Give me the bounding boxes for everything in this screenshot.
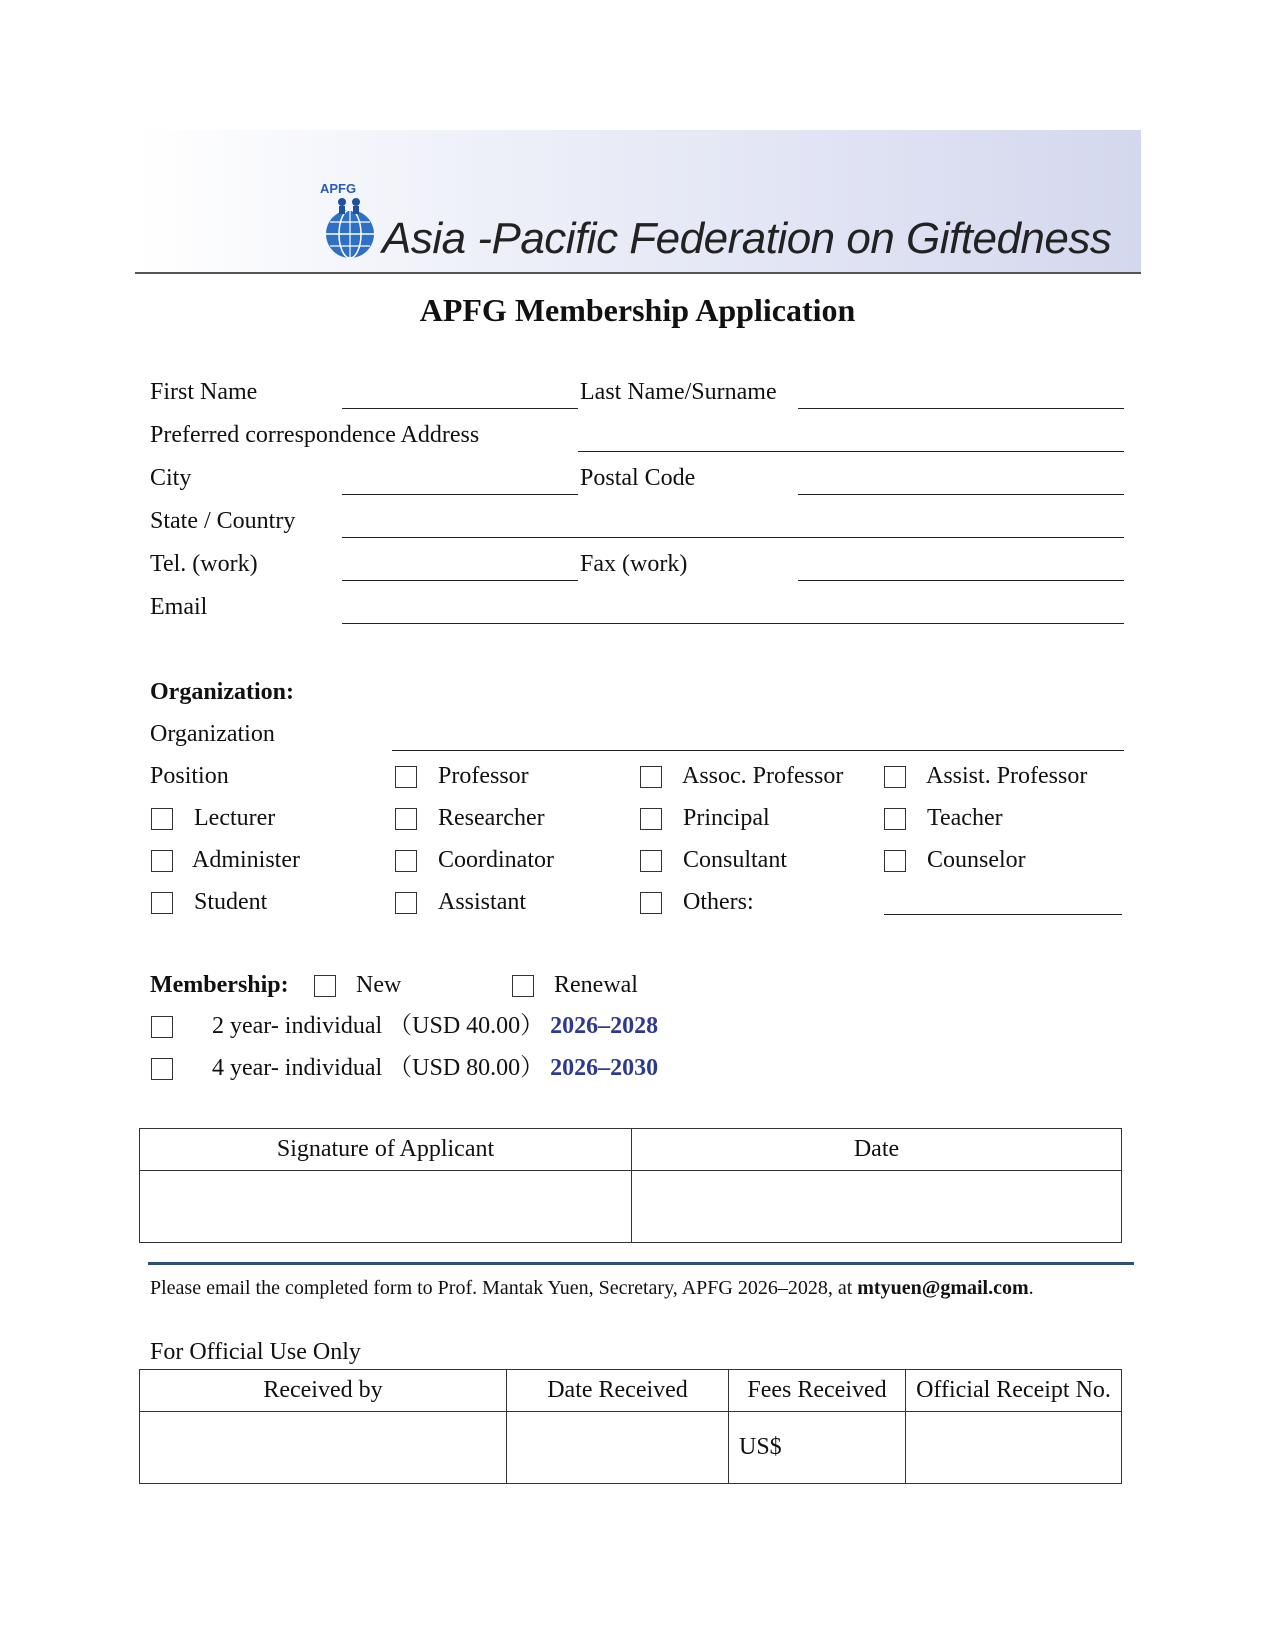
received-by-cell[interactable] (140, 1412, 507, 1484)
assistant-checkbox[interactable] (395, 892, 417, 914)
position-label: Position (150, 763, 229, 789)
four-year-label: 4 year- individual (212, 1055, 383, 1081)
first-name-field[interactable] (342, 408, 578, 409)
email-label: Email (150, 594, 208, 620)
signature-table (139, 1128, 1122, 1243)
official-use-title: For Official Use Only (150, 1339, 361, 1365)
teacher-checkbox[interactable] (884, 808, 906, 830)
lecturer-checkbox[interactable] (151, 808, 173, 830)
apfg-logo-icon (318, 182, 384, 264)
principal-checkbox[interactable] (640, 808, 662, 830)
divider (148, 1262, 1134, 1265)
city-field[interactable] (342, 494, 578, 495)
page-title: APFG Membership Application (419, 292, 856, 328)
four-year-period: 2026–2030 (550, 1055, 659, 1081)
address-field[interactable] (578, 451, 1124, 452)
last-name-field[interactable] (798, 408, 1124, 409)
city-label: City (150, 465, 192, 491)
assist-professor-checkbox[interactable] (884, 766, 906, 788)
date-header: Date (632, 1129, 1122, 1171)
fees-received-header: Fees Received (729, 1370, 906, 1412)
organization-heading: Organization: (150, 679, 294, 705)
received-by-header: Received by (140, 1370, 507, 1412)
two-year-period: 2026–2028 (550, 1013, 659, 1039)
four-year-price: （USD 80.00） (388, 1055, 545, 1081)
others-field[interactable] (884, 914, 1122, 915)
state-country-field[interactable] (342, 537, 1124, 538)
counselor-label: Counselor (927, 847, 1026, 873)
four-year-option (212, 1056, 658, 1080)
administer-checkbox[interactable] (151, 850, 173, 872)
teacher-label: Teacher (927, 805, 1003, 831)
principal-label: Principal (683, 805, 770, 831)
two-year-checkbox[interactable] (151, 1016, 173, 1038)
coordinator-checkbox[interactable] (395, 850, 417, 872)
tel-work-field[interactable] (342, 580, 578, 581)
fax-work-label: Fax (work) (580, 551, 688, 577)
coordinator-label: Coordinator (438, 847, 554, 873)
consultant-checkbox[interactable] (640, 850, 662, 872)
last-name-label: Last Name/Surname (580, 379, 777, 405)
consultant-label: Consultant (683, 847, 788, 873)
organization-field[interactable] (392, 750, 1124, 751)
assoc-professor-checkbox[interactable] (640, 766, 662, 788)
date-received-cell[interactable] (507, 1412, 729, 1484)
fax-work-field[interactable] (798, 580, 1124, 581)
new-checkbox[interactable] (314, 975, 336, 997)
student-label: Student (194, 889, 268, 915)
submission-note (150, 1277, 1034, 1300)
state-country-label: State / Country (150, 508, 296, 534)
new-label: New (356, 972, 402, 998)
postal-code-label: Postal Code (580, 465, 696, 491)
date-cell[interactable] (632, 1171, 1122, 1243)
note-end: . (1028, 1277, 1034, 1299)
four-year-checkbox[interactable] (151, 1058, 173, 1080)
currency-label: US$ (739, 1434, 782, 1460)
researcher-checkbox[interactable] (395, 808, 417, 830)
organization-label: Organization (150, 721, 275, 747)
postal-code-field[interactable] (798, 494, 1124, 495)
others-checkbox[interactable] (640, 892, 662, 914)
signature-header: Signature of Applicant (140, 1129, 632, 1171)
administer-label: Administer (192, 847, 300, 873)
two-year-option (212, 1014, 658, 1038)
receipt-no-header: Official Receipt No. (906, 1370, 1122, 1412)
email-field[interactable] (342, 623, 1124, 624)
contact-email[interactable]: mtyuen@gmail.com (857, 1277, 1029, 1299)
researcher-label: Researcher (438, 805, 545, 831)
two-year-label: 2 year- individual (212, 1013, 383, 1039)
assoc-professor-label: Assoc. Professor (682, 763, 844, 789)
professor-checkbox[interactable] (395, 766, 417, 788)
fees-received-cell[interactable] (729, 1412, 906, 1484)
two-year-price: （USD 40.00） (388, 1013, 545, 1039)
note-text: Please email the completed form to Prof. Mantak Yuen, Secretary, APFG 2026–2028, at (150, 1277, 858, 1299)
others-label: Others: (683, 889, 754, 915)
professor-label: Professor (438, 763, 529, 789)
counselor-checkbox[interactable] (884, 850, 906, 872)
logo-text: APFG (320, 182, 357, 196)
official-use-table (139, 1369, 1122, 1484)
membership-heading: Membership: (150, 972, 289, 998)
receipt-no-cell[interactable] (906, 1412, 1122, 1484)
renewal-checkbox[interactable] (512, 975, 534, 997)
renewal-label: Renewal (554, 972, 638, 998)
assistant-label: Assistant (438, 889, 527, 915)
org-name: Asia -Pacific Federation on Giftedness (382, 214, 1112, 263)
student-checkbox[interactable] (151, 892, 173, 914)
tel-work-label: Tel. (work) (150, 551, 258, 577)
lecturer-label: Lecturer (194, 805, 276, 831)
address-label: Preferred correspondence Address (150, 422, 480, 448)
assist-professor-label: Assist. Professor (926, 763, 1088, 789)
signature-cell[interactable] (140, 1171, 632, 1243)
first-name-label: First Name (150, 379, 258, 405)
date-received-header: Date Received (507, 1370, 729, 1412)
